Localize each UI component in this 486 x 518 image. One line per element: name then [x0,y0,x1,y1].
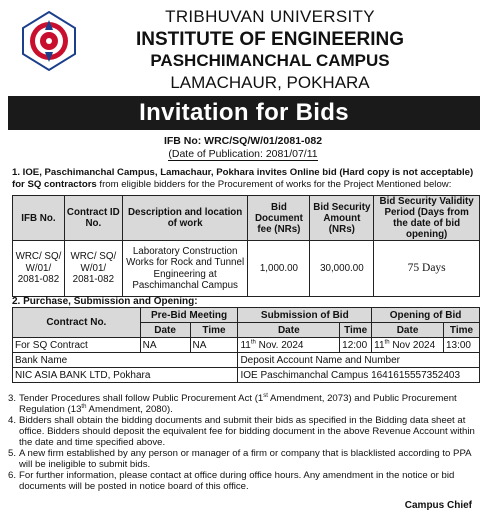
table-header-cell: Contract ID No. [64,196,122,241]
note-number: 6. [8,470,17,481]
table-header-row [13,196,480,241]
table-header-cell: Bid Security Amount (NRs) [310,196,374,241]
open-day: 11 [374,339,385,351]
table-header-cell: Submission of Bid [238,308,372,323]
notes-list [8,393,478,492]
table-header-cell: Bid Security Validity Period (Days from the date of bid opening) [374,196,480,241]
table-cell [238,338,340,353]
invitation-rest: from eligible bidders for the Procurement of works for the Project Mentioned below: [96,178,452,190]
table-cell: WRC/ SQ/ W/01/ 2081-082 [64,241,122,297]
table-header-cell: Contract No. [13,308,141,338]
list-item [8,393,478,415]
table-header-cell: Pre-Bid Meeting [140,308,238,323]
table-cell: 13:00 [443,338,479,353]
table-cell: For SQ Contract [13,338,141,353]
table-header-cell: Time [190,323,238,338]
sub-rest: Nov. 2024 [255,339,304,351]
list-item [8,448,478,470]
university-name: TRIBHUVAN UNIVERSITY [165,7,375,26]
table-header-cell: Time [340,323,372,338]
table-row [13,338,480,353]
table-cell: IOE Paschimanchal Campus 1641615557352403 [238,368,480,383]
page-title: Invitation for Bids [8,96,480,130]
table-header-cell: Time [443,323,479,338]
open-rest: Nov 2024 [389,339,436,351]
table-header-cell: IFB No. [13,196,65,241]
section-2-title: 2. Purchase, Submission and Opening: [12,296,198,307]
note-text: A new firm established by any person or manager of a firm or company that is blacklisted according to PPA will be ineligible to submit bids. [19,448,472,470]
note-number: 5. [8,448,17,459]
note-text: Tender Procedures shall follow Public Procurement Act (1 [19,393,264,404]
institute-name: INSTITUTE OF ENGINEERING [135,29,405,50]
publication-date [0,148,486,160]
table-cell: Deposit Account Name and Number [238,353,480,368]
bid-details-table [12,195,480,297]
table-cell: 75 Days [374,241,480,297]
table-row [13,353,480,368]
sub-day: 11 [240,339,251,351]
table-cell [372,338,444,353]
note-text: Amendment, 2080). [86,404,173,415]
table-header-cell: Date [140,323,190,338]
table-cell: 30,000.00 [310,241,374,297]
note-text: Amendment, 2073) and Public Procurement Regulation (13 [19,393,457,415]
signature: Campus Chief [404,500,472,511]
table-row [13,241,480,297]
sub-sup: th [250,339,256,346]
note-number: 3. [8,393,17,404]
publication-date-text: (Date of Publication: 2081/07/11 [168,148,318,160]
note-text: Bidders shall obtain the bidding documents and submit their bids as specified in the Bidding data sheet at office. Bidders should deposit the equivalent fee for bidding document in the above Revenue Account within the date and time specified above. [19,415,475,448]
table-header-row [13,308,480,323]
invitation-bold: 1. IOE, Paschimanchal Campus, Lamachaur, Pokhara invites Online bid (Hard copy is not acceptable) for SQ contractors [12,167,474,190]
schedule-table [12,307,480,383]
table-cell: 12:00 [340,338,372,353]
table-cell: NA [190,338,238,353]
table-cell: 1,000.00 [248,241,310,297]
campus-name: PASHCHIMANCHAL CAMPUS [150,51,390,70]
table-cell: WRC/ SQ/ W/01/ 2081-082 [13,241,65,297]
note-text: For further information, please contact at office during office hours. Any amendment in the notice or bid documents will be posted in notice board of this office. [19,470,455,492]
note-sup: th [81,403,87,410]
table-cell: NA [140,338,190,353]
table-header-cell: Date [238,323,340,338]
note-sup: st [263,392,268,399]
note-number: 4. [8,415,17,426]
list-item [8,470,478,492]
table-cell: NIC ASIA BANK LTD, Pokhara [13,368,238,383]
table-header-cell: Bid Document fee (NRs) [248,196,310,241]
header [0,0,486,92]
table-row [13,368,480,383]
table-header-cell: Description and location of work [122,196,248,241]
invitation-paragraph [12,167,478,190]
table-cell: Bank Name [13,353,238,368]
campus-location: LAMACHAUR, POKHARA [170,73,370,92]
table-header-cell: Date [372,323,444,338]
table-header-cell: Opening of Bid [372,308,480,323]
list-item [8,415,478,448]
ifb-number: IFB No: WRC/SQ/W/01/2081-082 [163,135,323,147]
table-cell: Laboratory Construction Works for Rock and Tunnel Engineering at Paschimanchal Campus [122,241,248,297]
open-sup: th [384,339,390,346]
